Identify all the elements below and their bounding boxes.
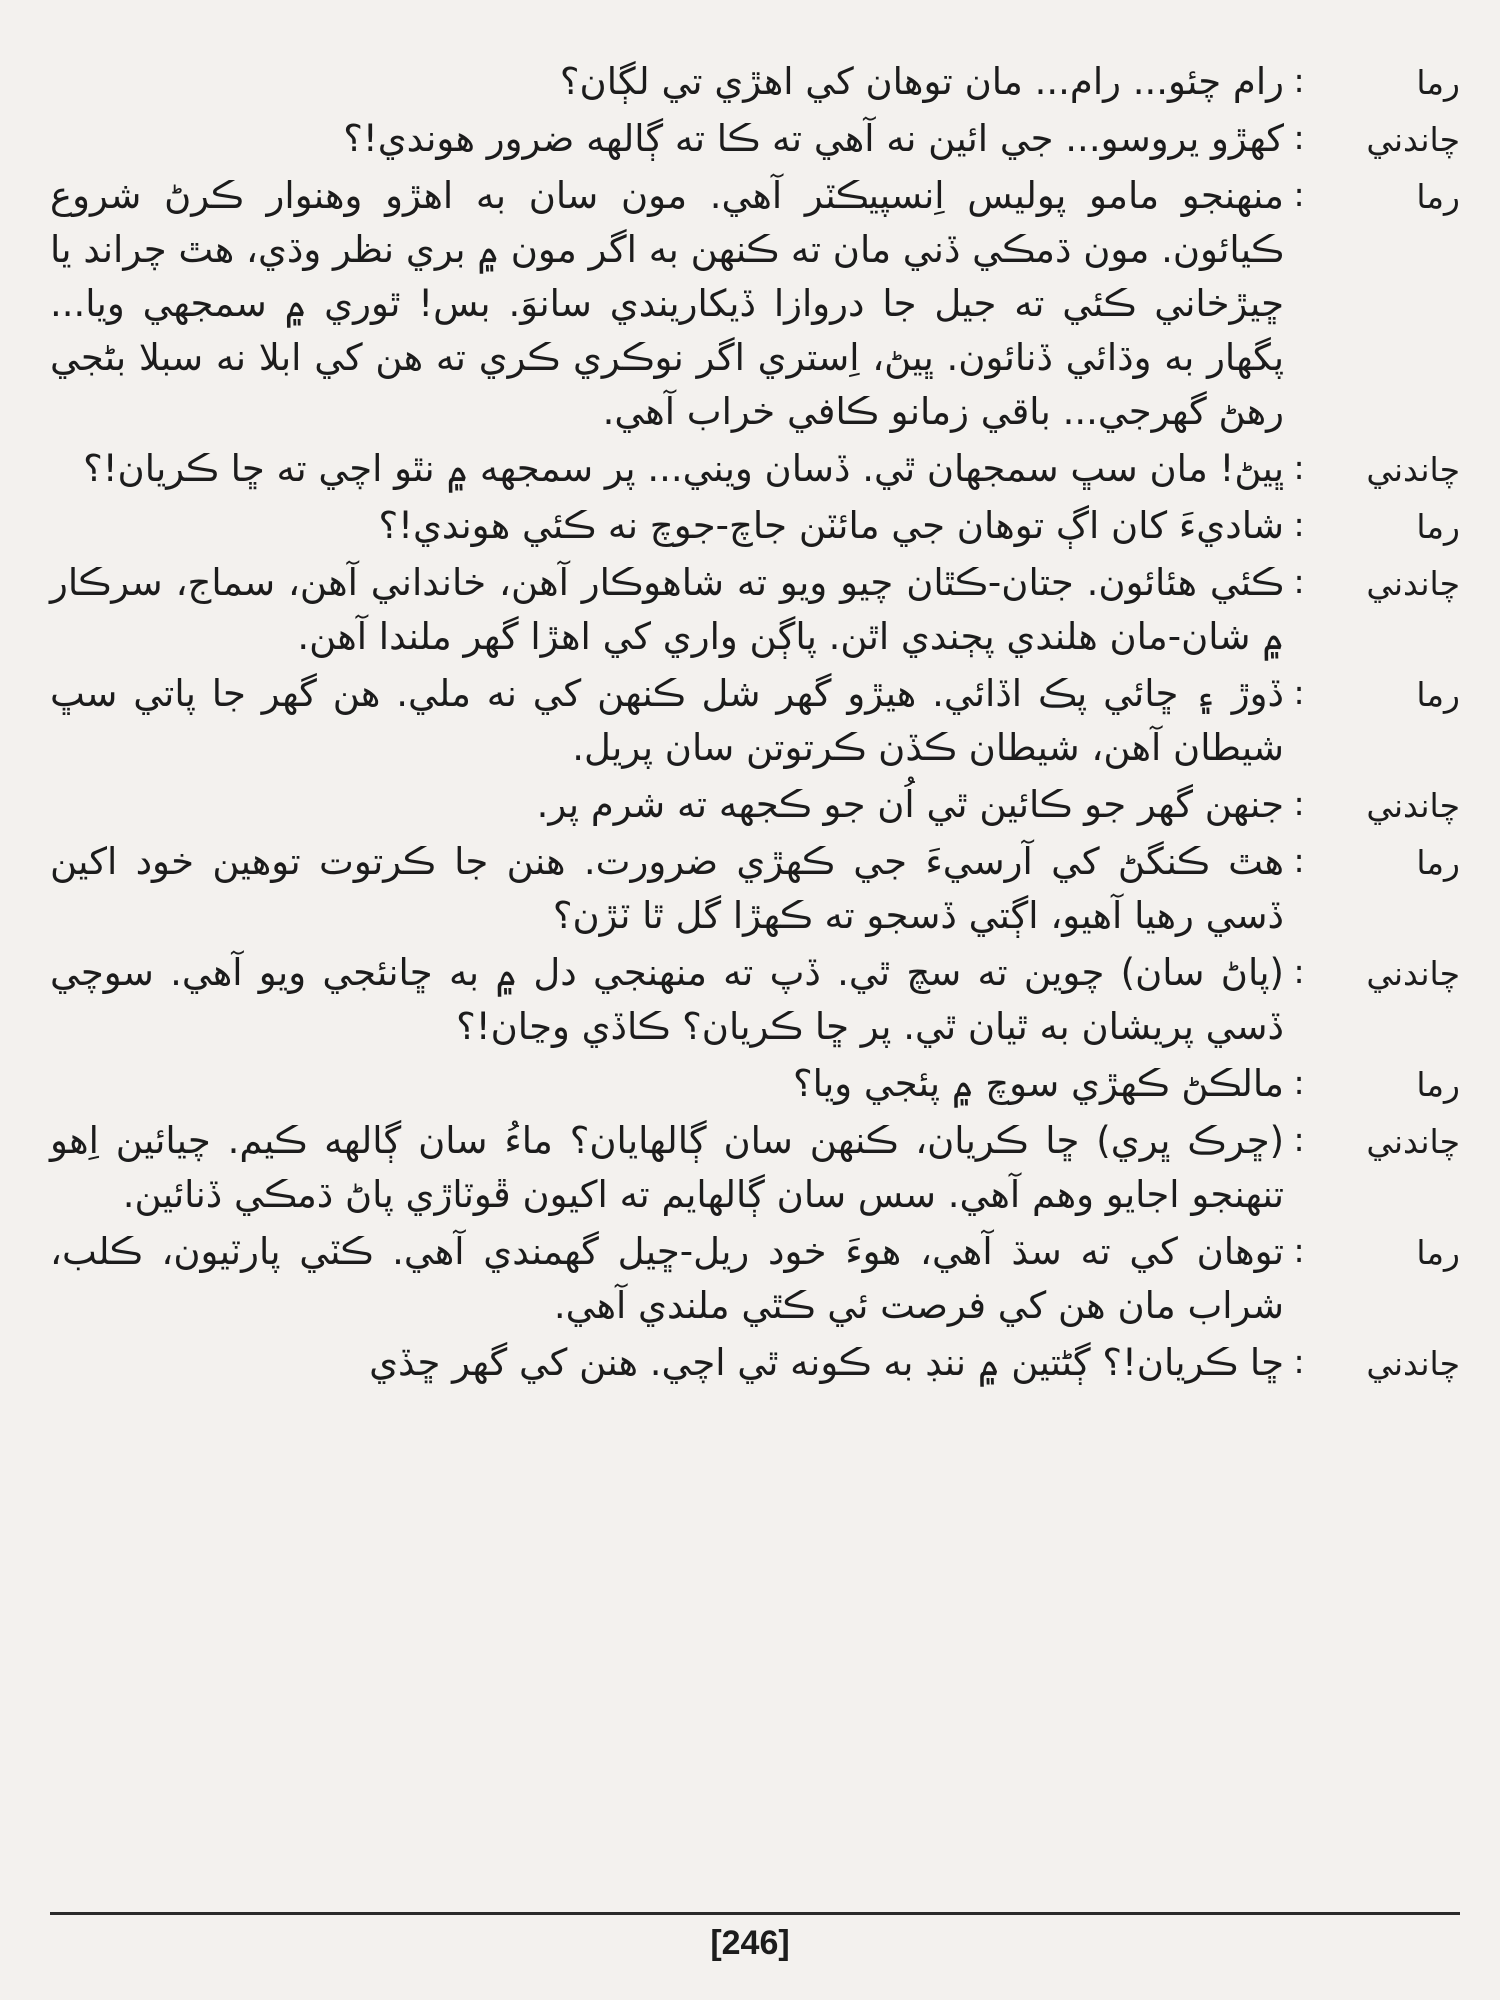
dialogue-entry: [50, 778, 1460, 832]
speaker-name: چاندني: [1366, 564, 1460, 603]
speech-text: کهڙو يروسو... جي ائين نه آهي ته ڪا ته ڳالهه ضرور هوندي!؟: [343, 117, 1284, 160]
speaker-colon: :: [1293, 1231, 1305, 1270]
speech-text: (ڇرڪ ڀري) ڇا ڪريان، ڪنهن سان ڳالهايان؟ ماءُ سان ڳالهه ڪيم. چيائين اِهو تنهنجو اجايو وهم آهي. سس سان ڳالهايم ته اکيون ڦوٽاڙي پاڻ ڌمڪي ڏنائين.: [50, 1119, 1284, 1216]
speaker-colon: :: [1293, 61, 1305, 100]
dialogue-entry: [50, 442, 1460, 496]
speech-text: (پاڻ سان) چوين ته سچ ٿي. ڏپ ته منهنجي دل ۾ به ڇانئجي ويو آهي. سوچي ڏسي پريشان به ٿيان ٿي. پر ڇا ڪريان؟ ڪاڏي وڃان!؟: [50, 951, 1284, 1048]
dialogue-entry: [50, 946, 1460, 1054]
dialogue-entry: [50, 1336, 1460, 1390]
dialogue-entry: [50, 1114, 1460, 1222]
speaker-colon: :: [1293, 1342, 1305, 1381]
speaker-name: رما: [1416, 1233, 1460, 1272]
dialogue-entry: [50, 499, 1460, 553]
speech-text: رام چئو... رام... مان توهان کي اهڙي تي لڳان؟: [559, 60, 1284, 103]
dialogue-entry: [50, 667, 1460, 775]
speech-text: منهنجو مامو پوليس اِنسپيڪٽر آهي. مون سان به اهڙو وهنوار ڪرڻ شروع ڪيائون. مون ڌمڪي ڏني مان ته ڪنهن به اگر مون ۾ بري نظر وڌي، هٿ چراند يا ڇيڙخاني ڪئي ته جيل جا دروازا ڏيکاريندي سانوَ. بس! ٿوري ۾ سمجهي ويا... پگهار به وڌائي ڏنائون. ڀيڻ، اِستري اگر نوڪري ڪري ته هن کي ابلا نه سبلا بڻجي رهڻ گهرجي... باقي زمانو ڪافي خراب آهي.: [50, 174, 1284, 433]
speech-text: ڀيڻ! مان سڀ سمجهان ٿي. ڏسان ويني... پر سمجهه ۾ نٿو اچي ته ڇا ڪريان!؟: [83, 447, 1284, 490]
speaker-colon: :: [1293, 841, 1305, 880]
speaker-colon: :: [1293, 175, 1305, 214]
dialogue-block: [50, 55, 1460, 1393]
dialogue-entry: [50, 55, 1460, 109]
dialogue-entry: [50, 556, 1460, 664]
speech-text: شاديءَ کان اڳ توهان جي مائٽن جاچ-جوچ نه ڪئي هوندي!؟: [378, 504, 1284, 547]
speaker-name: چاندني: [1366, 1344, 1460, 1383]
speech-text: توهان کي ته سڌ آهي، هوءَ خود ريل-ڇيل گهمندي آهي. ڪٽي پارٽيون، ڪلب، شراب مان هن کي فرصت ئي ڪٿي ملندي آهي.: [50, 1230, 1284, 1327]
speaker-colon: :: [1293, 448, 1305, 487]
speech-text: ڏوڙ ۽ ڇائي پڪ اڏائي. هيڙو گهر شل ڪنهن کي نه ملي. هن گهر جا پاتي سڀ شيطان آهن، شيطان ڪڏن ڪرتوتن سان پريل.: [50, 672, 1284, 769]
speaker-colon: :: [1293, 1063, 1305, 1102]
speaker-colon: :: [1293, 673, 1305, 712]
speaker-name: رما: [1416, 63, 1460, 102]
speaker-name: چاندني: [1366, 954, 1460, 993]
dialogue-entry: [50, 112, 1460, 166]
page-number: [246]: [710, 1924, 790, 1962]
dialogue-entry: [50, 835, 1460, 943]
speech-text: مالڪڻ ڪهڙي سوچ ۾ پئجي ويا؟: [793, 1062, 1284, 1105]
speaker-name: چاندني: [1366, 450, 1460, 489]
speaker-colon: :: [1293, 952, 1305, 991]
speech-text: ڪئي هئائون. جتان-ڪٿان چيو ويو ته شاهوڪار آهن، خانداني آهن، سماج، سرڪار ۾ شان-مان هلندي پڄندي اٿن. پاڳن واري کي اهڙا گهر ملندا آهن.: [50, 561, 1284, 658]
speech-text: ڇا ڪريان!؟ ڳڻتين ۾ ننڊ به ڪونه ٿي اچي. هنن کي گهر ڇڏي: [369, 1341, 1284, 1384]
speech-text: هٿ ڪنگڻ کي آرسيءَ جي ڪهڙي ضرورت. هنن جا ڪرتوت توهين خود اکين ڏسي رهيا آهيو، اڳتي ڏسجو ته ڪهڙا گل ٿا ٽڙن؟: [50, 840, 1284, 937]
speaker-name: چاندني: [1366, 1122, 1460, 1161]
speaker-name: چاندني: [1366, 786, 1460, 825]
dialogue-entry: [50, 1057, 1460, 1111]
speech-text: جنهن گهر جو ڪائين ٿي اُن جو ڪجهه ته شرم پر.: [536, 783, 1284, 826]
speaker-colon: :: [1293, 562, 1305, 601]
speaker-name: رما: [1416, 1065, 1460, 1104]
speaker-name: رما: [1416, 177, 1460, 216]
speaker-colon: :: [1293, 118, 1305, 157]
speaker-colon: :: [1293, 505, 1305, 544]
speaker-colon: :: [1293, 1120, 1305, 1159]
dialogue-entry: [50, 169, 1460, 439]
speaker-name: رما: [1416, 843, 1460, 882]
footer-rule: [50, 1912, 1460, 1915]
dialogue-entry: [50, 1225, 1460, 1333]
speaker-colon: :: [1293, 784, 1305, 823]
speaker-name: رما: [1416, 675, 1460, 714]
speaker-name: چاندني: [1366, 120, 1460, 159]
speaker-name: رما: [1416, 507, 1460, 546]
